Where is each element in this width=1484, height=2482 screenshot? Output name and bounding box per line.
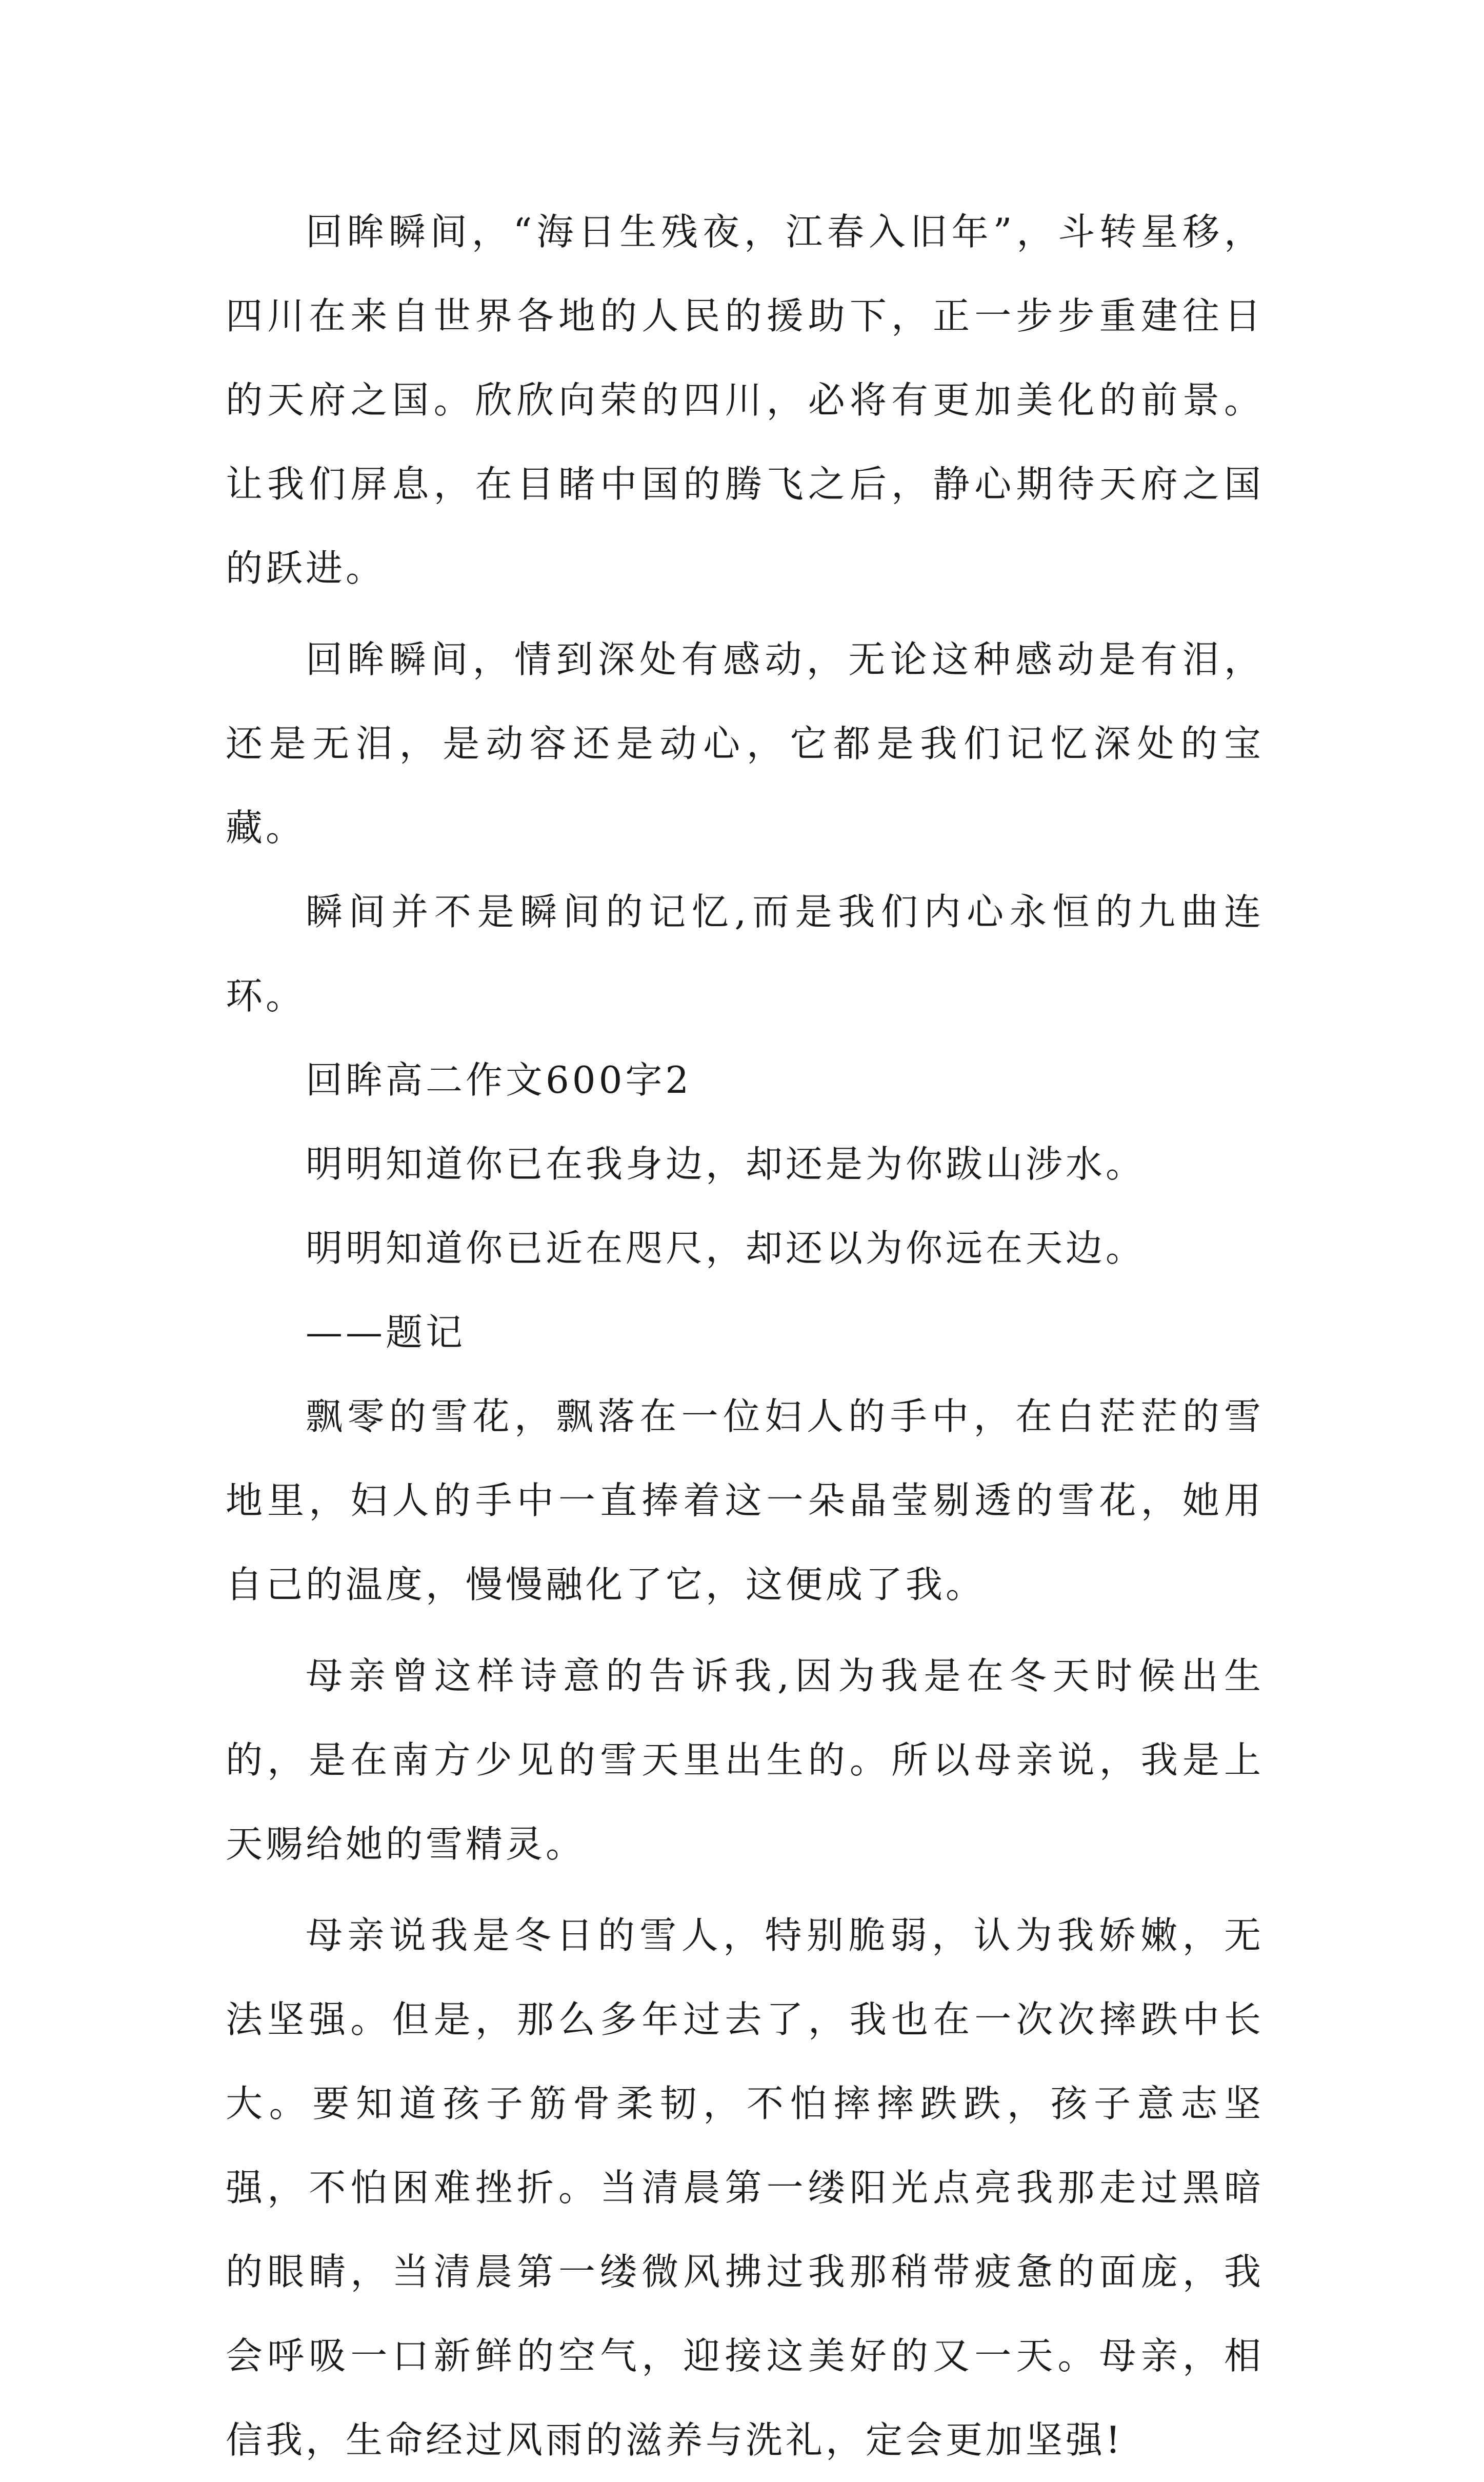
paragraph-1: 回眸瞬间，“海日生残夜，江春入旧年”，斗转星移，四川在来自世界各地的人民的援助下，正一步步重建往日的天府之国。欣欣向荣的四川，必将有更加美化的前景。让我们屏息，在目睹中国的腾飞之后，静心期待天府之国的跃进。 bbox=[226, 210, 1264, 590]
epigraph-line-2: 明明知道你已近在咫尺，却还以为你远在天边。 bbox=[306, 1227, 1146, 1270]
epigraph-line-1: 明明知道你已在我身边，却还是为你跋山涉水。 bbox=[306, 1143, 1146, 1186]
paragraph-4: 飘零的雪花，飘落在一位妇人的手中，在白茫茫的雪地里，妇人的手中一直捧着这一朵晶莹剔透的雪花，她用自己的温度，慢慢融化了它，这便成了我。 bbox=[226, 1395, 1264, 1606]
document-body bbox=[226, 190, 1264, 2482]
paragraph-5: 母亲曾这样诗意的告诉我,因为我是在冬天时候出生的，是在南方少见的雪天里出生的。所以母亲说，我是上天赐给她的雪精灵。 bbox=[226, 1654, 1264, 1866]
paragraph-3: 瞬间并不是瞬间的记忆,而是我们内心永恒的九曲连环。 bbox=[226, 890, 1264, 1017]
paragraph-6: 母亲说我是冬日的雪人，特别脆弱，认为我娇嫩，无法坚强。但是，那么多年过去了，我也在一次次摔跌中长大。要知道孩子筋骨柔韧，不怕摔摔跌跌，孩子意志坚强，不怕困难挫折。当清晨第一缕阳光点亮我那走过黑暗的眼睛，当清晨第一缕微风拂过我那稍带疲惫的面庞，我会呼吸一口新鲜的空气，迎接这美好的又一天。母亲，相信我，生命经过风雨的滋养与洗礼，定会更加坚强! bbox=[226, 1914, 1264, 2461]
essay-title: 回眸高二作文600字2 bbox=[306, 1058, 692, 1102]
epigraph-attribution: ——题记 bbox=[306, 1311, 466, 1354]
paragraph-2: 回眸瞬间，情到深处有感动，无论这种感动是有泪，还是无泪，是动容还是动心，它都是我们记忆深处的宝藏。 bbox=[226, 638, 1264, 849]
